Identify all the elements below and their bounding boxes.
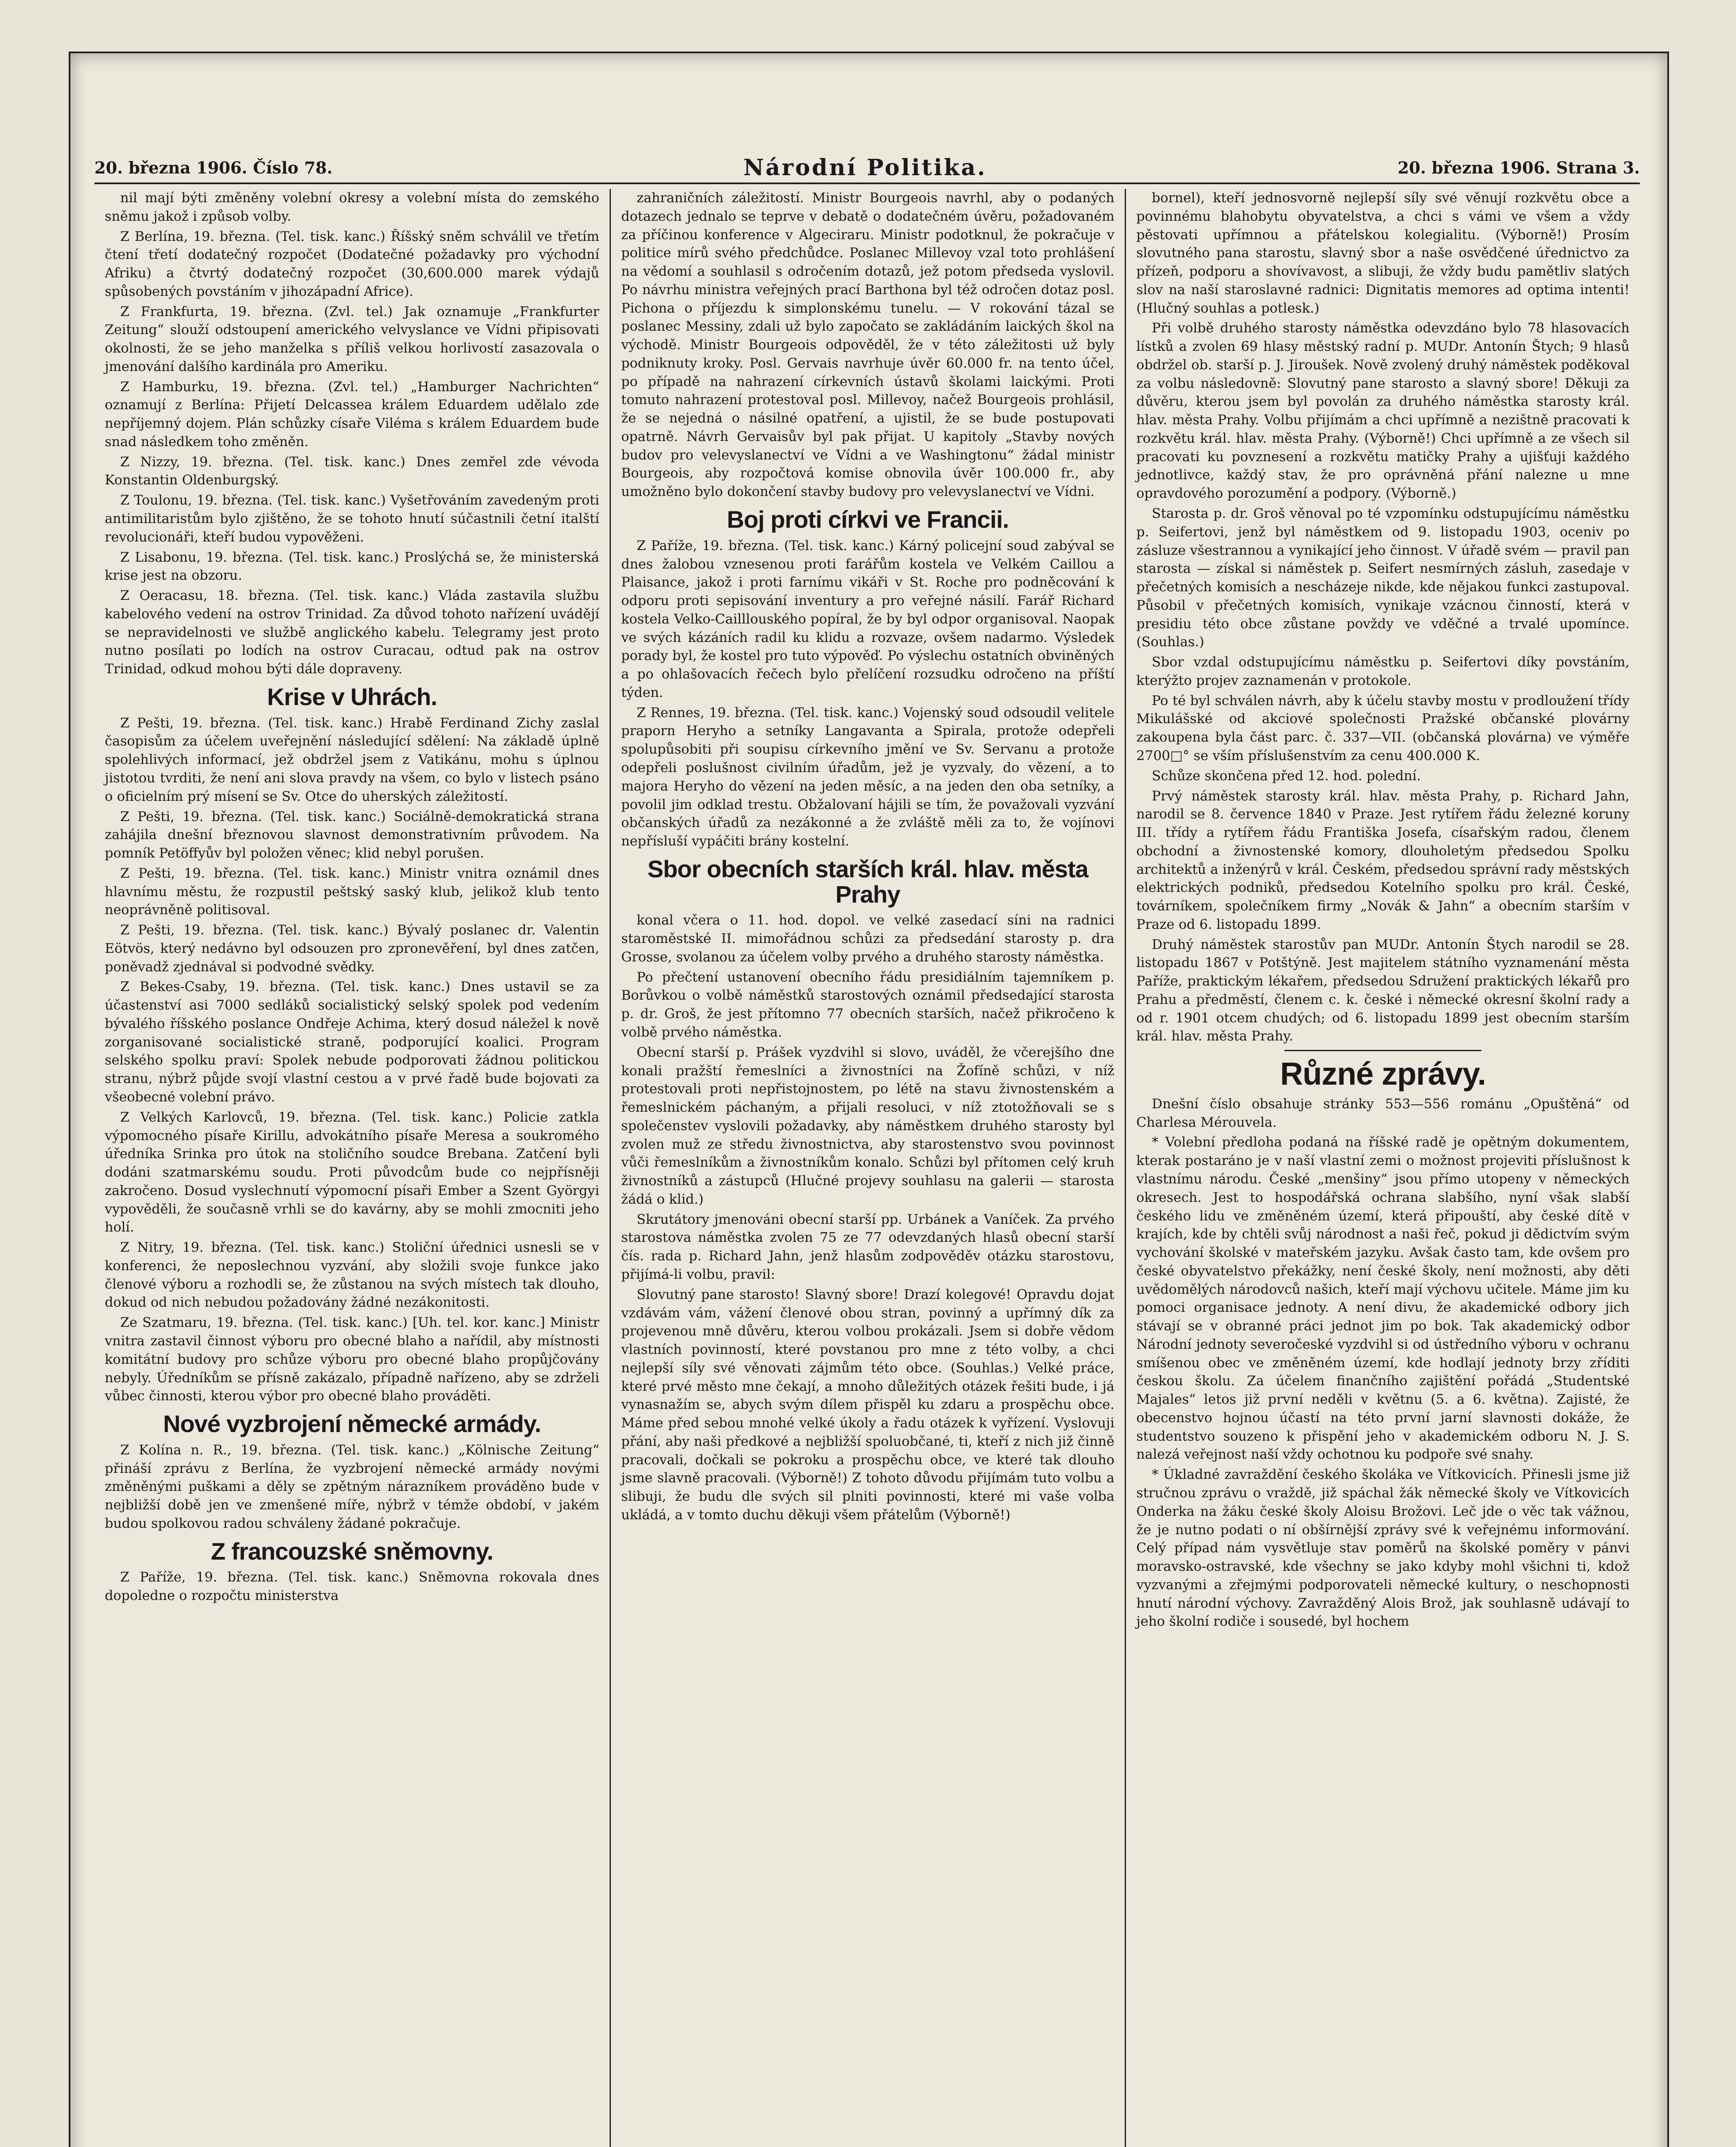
paragraph: Sbor vzdal odstupujícímu náměstku p. Seifertovi díky povstáním, kterýžto projev zaznamenán v protokole. — [1136, 654, 1630, 688]
paragraph: Z Pešti, 19. března. (Tel. tisk. kanc.) Ministr vnitra oznámil dnes hlavnímu městu, že rozpustil peštský saský klub, jelikož klub tento neoprávněně politisoval. — [105, 865, 599, 918]
column-3 — [1125, 189, 1640, 2147]
paragraph: Z Pešti, 19. března. (Tel. tisk. kanc.) Bývalý poslanec dr. Valentin Eötvös, který nedávno byl odsouzen pro zpronevěření, byl dnes zatčen, poněvadž zjednával si podvodné svědky. — [105, 922, 599, 975]
paragraph: Obecní starší p. Prášek vyzdvihl si slovo, uváděl, že včerejšího dne konali pražští řemeslníci a živnostníci na Žofíně schůzi, v níž protestovali proti nepřistojnostem, po létě na stavu živnostenském a řemeslnickém páchaným, a přijali resoluci, v níž ztotožňovali se s společenstev vyslovili požadavky, aby náměstkem druhého starosty byl zvolen muž ze středu živnostnictva, aby starostenstvo svou povinnost vůči řemeslníkům a živnostníkům konalo. Schůzi byl přítomen celý kruh živnostníků a zástupců (Hlučné projevy souhlasu na galerii — starosta žádá o klid.) — [621, 1044, 1114, 1207]
masthead — [94, 152, 1640, 184]
article-columns — [94, 189, 1640, 2147]
paragraph: Z Rennes, 19. března. (Tel. tisk. kanc.) Vojenský soud odsoudil velitele praporn Heryho a setníky Langavanta a Spirala, protože odepřeli spolupůsobiti při soupisu církevního jmění ve Sv. Servanu a protože odepřeli poslušnost civilním úřadům, jež je vyzvaly, do vězení, a to majora Heryho do vězení na jeden měsíc, a na jeden den oba setníky, a povolil jim odklad trestu. Obžalovaní hájili se tím, že považovali vyzvání občanských úřadů za nezákonné a že zvláště měli za to, že vojínovi nepřísluší vypáčiti brány kostelní. — [621, 705, 1114, 849]
paragraph: Prvý náměstek starosty král. hlav. města Prahy, p. Richard Jahn, narodil se 8. července 1840 v Praze. Jest rytířem řádu železné koruny III. třídy a rytířem řádu Františka Josefa, císařským radou, členem obchodní a živnostenské komory, dlouholetým předsedou Spolku architektů a inženýrů v král. Českém, předsedou správní rady městských elektrických podniků, předsedou Kotelního spolku pro král. České, továrníkem, společníkem firmy „Novák & Jahn“ a obecním starším v Praze od 6. listopadu 1899. — [1136, 788, 1630, 932]
paragraph: Skrutátory jmenováni obecní starší pp. Urbánek a Vaníček. Za prvého starostova náměstka zvolen 75 ze 77 odevzdaných hlasů obecní starší čís. rada p. Richard Jahn, jenž hlasům zodpověděv otázku starostovu, přijímá-li volbu, pravil: — [621, 1211, 1114, 1282]
newspaper-title: Národní Politika. — [743, 154, 987, 181]
section-heading: Z francouzské sněmovny. — [211, 1537, 493, 1565]
column-1 — [94, 189, 610, 2147]
paragraph: * Volební předloha podaná na říšské radě je opětným dokumentem, kterak postaráno je v naší vlastní zemi o možnost projeviti příslušnost k vlastnímu národu. České „menšiny“ jsou přímo utopeny v německých okresech. Jest to hospodářská ochrana slabšího, nyní však slabší českého lidu ve změněném území, která připouští, aby české dítě v krajích, kde by chtěli svůj národnost a naši řeč, pokud ji dědictvím svým vychování školské v mateřském jazyku. Avšak často tam, kde ovšem pro české obyvatelstvo překážky, není české školy, není možnosti, aby děti uvědomělých národovců našich, kteří mají výchovu učitele. Máme jim ku pomoci organisace jednoty. A není divu, že akademické odbory jich stávají se v obranné práci jednot jim po bok. Tak akademický odbor Národní jednoty severočeské vyzdvihl si od ústředního výboru v ochranu smíšenou obec ve změněném území, kde hodlají jednoty brzy zříditi českou školu. Za účelem finančního zajištění pořádá „Studentské Majales“ letos již první neděli v květnu (5. a 6. května). Zajisté, že obecenstvo hojnou účastí na této první jarní slavnosti dokáže, že studentstvo souzeno k přispění jeho v akademickém odboru N. J. S. nalezá veřejnost naší vždy ochotnou ku podpoře své snahy. — [1136, 1134, 1630, 1463]
paragraph: Z Pešti, 19. března. (Tel. tisk. kanc.) Sociálně-demokratická strana zahájila dnešní březnovou slavnost demonstrativním průvodem. Na pomník Petöffyův byl položen věnec; klid nebyl porušen. — [105, 809, 599, 861]
section-heading: Různé zprávy. — [1280, 1056, 1486, 1092]
paragraph: Z Hamburku, 19. března. (Zvl. tel.) „Hamburger Nachrichten“ oznamují z Berlína: Přijetí Delcassea králem Eduardem udělalo zde nepříjemný dojem. Plán schůzky císaře Viléma s králem Eduardem bude snad následkem toho změněn. — [105, 379, 599, 450]
paragraph: Z Paříže, 19. března. (Tel. tisk. kanc.) Sněmovna rokovala dnes dopoledne o rozpočtu ministerstva — [105, 1569, 599, 1604]
section-heading: Krise v Uhrách. — [267, 683, 437, 710]
paragraph: Z Bekes-Csaby, 19. března. (Tel. tisk. kanc.) Dnes ustavil se za účastenství asi 7000 sedláků socialistický selský spolek pod vedením bývalého říšského poslance Ondřeje Achima, který dosud náležel k nově zorganisované socialistické straně, podporující koalici. Program selského spolku praví: Spolek nebude podporovati žádnou politickou stranu, nýbrž půjde svojí vlastní cestou a v prvé řadě bude bojovati za všeobecné volební právo. — [105, 979, 599, 1105]
divider — [1284, 1050, 1482, 1051]
paragraph: Z Pešti, 19. března. (Tel. tisk. kanc.) Hrabě Ferdinand Zichy zaslal časopisům za účelem uveřejnění následující sdělení: Na základě úplně spolehlivých informací, jež obdržel jsem z Vatikánu, mohu s úplnou jistotou tvrditi, že není ani slova pravdy na všem, co bylo v listech psáno o oficielním prý mísení se Sv. Otce do uherských záležitostí. — [105, 715, 599, 804]
section-heading: Nové vyzbrojení německé armády. — [163, 1410, 541, 1438]
paragraph: Z Paříže, 19. března. (Tel. tisk. kanc.) Kárný policejní soud zabýval se dnes žalobou vznesenou proti farářům kostela ve Velkém Caillou a Plaisance, jakož i proti farnímu vikáři v St. Roche pro podněcování k odporu proti sepisování inventury a pro veřejné násilí. Farář Richard kostela Velko-Cailllouského popíral, že by byl odpor organisoval. Naopak ve svých kázáních radil ku klidu a rozvaze, ovšem nadarmo. Výsledek porady byl, že kostel pro tuto výpověď. Po výslechu ostatních obviněných a po ohlašovacích řečech bylo přelíčení rozsudku odročeno na příští týden. — [621, 538, 1114, 700]
paragraph: bornel), kteří jednosvorně nejlepší síly své věnují rozkvětu obce a povinnému blahobytu obyvatelstva, a chci s vámi ve všem a vždy pěstovati upřímnou a přátelskou kolegialitu. (Výborně!) Prosím slovutného pana starostu, slavný sbor a naše osvědčené úřednictvo za přízeň, podporu a shovívavost, a slibuji, že vždy budu pamětliv slatých slov na naší staroslavné radnici: Dignitatis memores ad optima intenti! (Hlučný souhlas a potlesk.) — [1136, 190, 1630, 316]
paragraph: Po přečtení ustanovení obecního řádu presidiálním tajemníkem p. Borůvkou o volbě náměstků starostových oznámil předsedající starosta p. dr. Groš, že jest přítomno 77 obecních starších, načež přikročeno k volbě prvého náměstka. — [621, 969, 1114, 1040]
paragraph: Z Berlína, 19. března. (Tel. tisk. kanc.) Říšský sněm schválil ve třetím čtení třetí dodatečný rozpočet (Dodatečné požadavky pro východní Afriku) a čtvrtý dodatečný rozpočet (30,600.000 marek výdajů spůsobených povstáním v jihozápadní Africe). — [105, 228, 599, 299]
paragraph: Dnešní číslo obsahuje stránky 553—556 románu „Opuštěná“ od Charlesa Mérouvela. — [1136, 1096, 1630, 1130]
paragraph: Z Lisabonu, 19. března. (Tel. tisk. kanc.) Proslýchá se, že ministerská krise jest na obzoru. — [105, 549, 599, 584]
paragraph: Z Velkých Karlovců, 19. března. (Tel. tisk. kanc.) Policie zatkla výpomocného písaře Kirillu, advokátního písaře Meresa a soukromého úředníka Srinka pro útok na stoličního soudce Brebana. Zatčení byli dodáni szatmarskému soudu. Proti původcům bude co nejpřísněji zakročeno. Dosud vyslechnutí výpomocní písaři Ember a Szent Györgyi vypověděli, že současně vrhli se do kavárny, aby se mohli zmocniti jeho holí. — [105, 1109, 599, 1235]
paragraph: Z Kolína n. R., 19. března. (Tel. tisk. kanc.) „Kölnische Zeitung“ přináší zprávu z Berlína, že vyzbrojení německé armády novými změněnými puškami a děly se zpětným nárazníkem prováděno bude v nejbližší době jen ve zmenšené míře, nýbrž v témže období, v jakém budou spolkovou radou schváleny žádané pokračuje. — [105, 1442, 599, 1531]
paragraph: Z Frankfurta, 19. března. (Zvl. tel.) Jak oznamuje „Frankfurter Zeitung“ slouží odstoupení amerického velvyslance ve Vídni připisovati okolnosti, že se jeho manželka s příliš velkou horlivostí zasazovala o jmenování dalšího kardinála pro Ameriku. — [105, 304, 599, 374]
paragraph: Schůze skončena před 12. hod. polední. — [1152, 768, 1421, 784]
paragraph: zahraničních záležitostí. Ministr Bourgeois navrhl, aby o podaných dotazech jednalo se teprve v debatě o dodatečném úvěru, požadovaném za příčinou konference v Algeciraru. Ministr podotknul, že pokračuje v politice mírů svého předchůdce. Poslanec Millevoy vzal toto prohlášení na vědomí a souhlasil s odročením dotazů, jež potom předseda vyslovil. Po návrhu ministra veřejných prací Barthona byl též odročen dotaz posl. Pichona o příjezdu k simplonskému tunelu. — V rokování tázal se poslanec Messiny, zdali už bylo započato se zakládáním laických škol na východě. Ministr Bourgeois odpověděl, že v této záležitosti už byly podniknuty kroky. Posl. Gervais navrhuje úvěr 60.000 fr. na tento účel, po případě na nahrazení církevních ústavů školami laickými. Proti tomuto nahrazení protestoval posl. Millevoy, načež Bourgeois prohlásil, že se nejedná o násilné opatření, a ujistil, že se bude postupovati opatrně. Návrh Gervaisův byl pak přijat. U kapitoly „Stavby nových budov pro velevyslanectví ve Vídni a ve Washingtonu“ žádal ministr Bourgeois, aby rozpočtová komise obnovila úvěr 100.000 fr., aby umožněno bylo dokončení stavby budovy pro velevyslanectví ve Vídni. — [621, 190, 1114, 500]
paragraph: Druhý náměstek starostův pan MUDr. Antonín Štych narodil se 28. listopadu 1867 v Potštýně. Jest majitelem státního vyznamenání města Paříže, praktickým lékařem, předsedou Sdružení praktických lékařů pro Prahu a předměstí, členem c. k. české i německé okresní školní rady a od r. 1901 otcem chudých; od 6. listopadu 1899 jest obecním starším král. hlav. města Prahy. — [1136, 937, 1630, 1044]
paragraph: Při volbě druhého starosty náměstka odevzdáno bylo 78 hlasovacích lístků a zvolen 69 hlasy městský radní p. MUDr. Antonín Štych; 9 hlasů obdržel ob. starší p. J. Jiroušek. Nově zvolený druhý náměstek poděkoval za volbu následovně: Slovutný pane starosto a slavný sbore! Děkuji za důvěru, kterou jsem byl povolán za druhého náměstka starosty král. hlav. města Prahy. Volbu přijímám a chci upřímně a nezištně pracovati k rozkvětu král. hlav. města Prahy. (Výborně!) Chci upřímně a ze všech sil pracovati ku povznesení a rozkvětu matičky Prahy a ujišťuji každého jednotlivce, každý stav, že pro oprávněná přání nalezne u mne opravdového porozumění a podpory. (Výborně.) — [1136, 320, 1630, 502]
section-heading: Sbor obecních starších král. hlav. města Prahy — [647, 855, 1088, 908]
paragraph: Z Toulonu, 19. března. (Tel. tisk. kanc.) Vyšetřováním zavedeným proti antimilitaristům bylo zjištěno, že se tohoto hnutí súčastnili četní italští revolucionáři, kteří budou vypověženi. — [105, 493, 599, 545]
header-date-page: 20. března 1906. Strana 3. — [1397, 158, 1640, 177]
paragraph: Z Oeracasu, 18. března. (Tel. tisk. kanc.) Vláda zastavila službu kabelového vedení na ostrov Trinidad. Za důvod tohoto nařízení uvádějí se nepravidelnosti ve službě anglického kabelu. Telegramy jest proto nutno posílati po lodích na ostrov Curacau, odtud pak na ostrov Trinidad, odkud mohou býti dále dopraveny. — [105, 588, 599, 677]
paragraph: Ze Szatmaru, 19. března. (Tel. tisk. kanc.) [Uh. tel. kor. kanc.] Ministr vnitra zastavil činnost výboru pro obecné blaho a nařídil, aby místnosti komitátní budovy pro schůze výboru pro obecné blaho propůjčovány nebyly. Úředníkům se přísně zakázalo, případně nařízeno, aby se zdrželi vůbec činnosti, kterou výbor pro obecné blaho prováděti. — [105, 1315, 599, 1404]
header-date-issue: 20. března 1906. Číslo 78. — [94, 158, 333, 177]
paragraph: Slovutný pane starosto! Slavný sbore! Drazí kolegové! Opravdu dojat vzdávám vám, vážení členové obou stran, povinný a upřímný dík za projevenou mně důvěru, kterou volbou prokázali. Jsem si dobře vědom vlastních povinností, které povstanou pro mne z této volby, a chci nejlepší síly své věnovati zájmům této obce. (Souhlas.) Velké práce, které prvé město mne čekají, a mnoho důležitých otázek řešiti bude, i já vynasnažím se, abych svým dílem přispěl ku zdaru a prospěchu obce. Máme před sebou mnohé velké úkoly a řadu otázek k vyřízení. Vyslovuji přání, aby naši předkové a nejbližší spoluobčané, ti, kteří z nich již činně pracovali, dočkali se pokroku a prospěchu obce, ve které tak dlouho jsme slavně pracovali. (Výborně!) Z tohoto důvodu přijímám tuto volbu a slibuji, že budu dle svých sil plniti povinnosti, které mi vaše volba ukládá, a v tomto duchu děkuji všem přátelům (Výborně!) — [621, 1286, 1114, 1523]
paragraph: * Úkladné zavraždění českého školáka ve Vítkovicích. Přinesli jsme již stručnou zprávu o vraždě, již spáchal žák německé školy ve Vítkovicích Onderka na žáku české školy Aloisu Brožovi. Leč jde o věc tak vážnou, že je nutno podati o ní obšírnější zprávy své k veřejnému informování. Celý případ nám vysvětluje stav poměrů na školské poměry v pánvi moravsko-ostravské, kde všechny se jako kdyby mohl všichni ti, kdož vyzvanými a zřejmými podporovateli německé kultury, o neschopnosti hnutí národní výchovy. Zavražděný Alois Brož, jak souhlasně udávají to jeho školní rodiče i sousedé, byl hochem — [1136, 1467, 1630, 1630]
paragraph: Starosta p. dr. Groš věnoval po té vzpomínku odstupujícímu náměstku p. Seifertovi, jenž byl náměstkem od 9. listopadu 1903, oceniv po zásluze všestrannou a vynikající jeho činnost. V úřadě svém — pravil pan starosta — získal si náměstek p. Seifert nesmírných zásluh, zasedaje v přečetných komisích a nescházeje nikde, kde nějakou funkci zastupoval. Působil v přečetných komisích, vynikaje vzácnou činností, která v presidiu této obce zůstane povždy ve vděčné a trvalé upomínce. (Souhlas.) — [1136, 506, 1630, 650]
column-2 — [610, 189, 1125, 2147]
paragraph: Z Nitry, 19. března. (Tel. tisk. kanc.) Stoliční úřednici usnesli se v konferenci, že neposlechnou vyzvání, aby složili svoje funkce jako členové výboru a rozhodli se, že zůstanou na svých místech tak dlouho, dokud od nich nebudou požadovány žádné nezákonitosti. — [105, 1240, 599, 1311]
paragraph: Z Nizzy, 19. března. (Tel. tisk. kanc.) Dnes zemřel zde vévoda Konstantin Oldenburgský. — [105, 454, 599, 488]
section-heading: Boj proti církvi ve Francii. — [727, 506, 1009, 533]
paragraph: nil mají býti změněny volební okresy a volební místa do zemského sněmu jakož i způsob volby. — [105, 190, 599, 224]
paragraph: konal včera o 11. hod. dopol. ve velké zasedací síni na radnici staroměstské II. mimořádnou schůzi za předsedání starosty p. dra Grosse, svolanou za účelem volby prvého a druhého starosty náměstka. — [621, 912, 1114, 965]
paragraph: Po té byl schválen návrh, aby k účelu stavby mostu v prodloužení třídy Mikulášské od akciové společnosti Pražské občanské plovárny zakoupena byla část parc. č. 337—VII. (občanská plovárna) ve výměře 2700□° se vším příslušenstvím za cenu 400.000 K. — [1136, 693, 1630, 763]
